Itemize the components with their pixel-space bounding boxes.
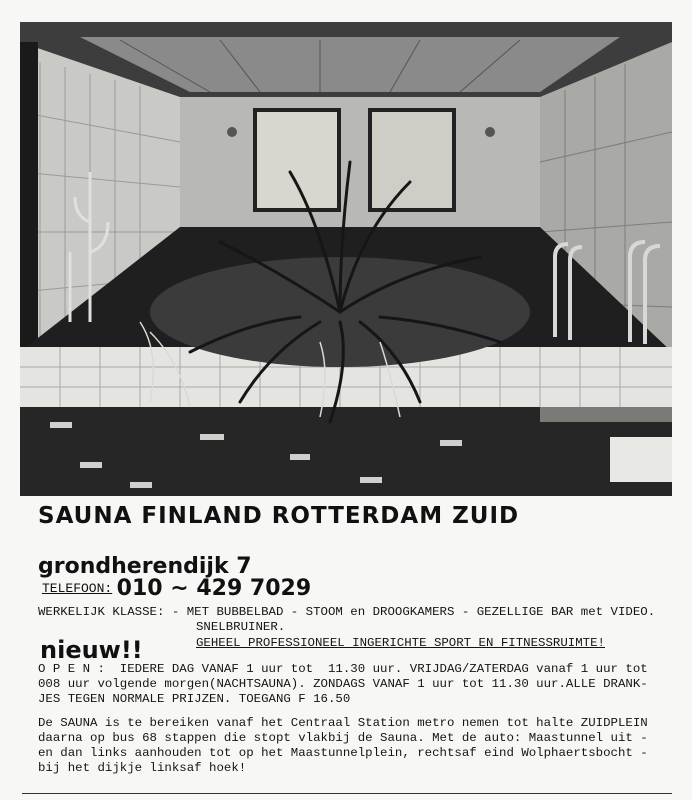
- phone-row: [42, 576, 311, 601]
- phone-label: TELEFOON:: [42, 581, 113, 596]
- open-line-1: O P E N : IEDERE DAG VANAF 1 uur tot 11.30 uur. VRIJDAG/ZATERDAG vanaf 1 uur tot: [38, 662, 648, 676]
- klasse-line-2: SNELBRUINER.: [196, 620, 286, 634]
- open-line-2: 008 uur volgende morgen(NACHTSAUNA). ZONDAGS VANAF 1 uur tot 11.30 uur.ALLE DRANK-: [38, 677, 648, 691]
- phone-number: 010 ~ 429 7029: [116, 576, 312, 601]
- bottom-rule: [22, 793, 672, 794]
- directions-line-2: daarna op bus 68 stappen die stopt vlakbij de Sauna. Met de auto: Maastunnel uit -: [38, 731, 648, 745]
- open-line-3: JES TEGEN NORMALE PRIJZEN. TOEGANG F 16.50: [38, 692, 351, 706]
- address: grondherendijk 7: [38, 554, 252, 579]
- directions-line-4: bij het dijkje linksaf hoek!: [38, 761, 247, 775]
- nieuw-text: GEHEEL PROFESSIONEEL INGERICHTE SPORT EN FITNESSRUIMTE!: [196, 636, 605, 650]
- directions-line-1: De SAUNA is te bereiken vanaf het Centraal Station metro nemen tot halte ZUIDPLEIN: [38, 716, 648, 730]
- directions-line-3: en dan links aanhouden tot op het Maastunnelplein, rechtsaf eind Wolphaertsbocht -: [38, 746, 648, 760]
- klasse-line-1: WERKELIJK KLASSE: - MET BUBBELBAD - STOOM en DROOGKAMERS - GEZELLIGE BAR met VIDEO.: [38, 605, 656, 619]
- nieuw-label: nieuw!!: [40, 636, 143, 664]
- sauna-pool-photo: [20, 22, 672, 496]
- ad-title: SAUNA FINLAND ROTTERDAM ZUID: [38, 503, 520, 529]
